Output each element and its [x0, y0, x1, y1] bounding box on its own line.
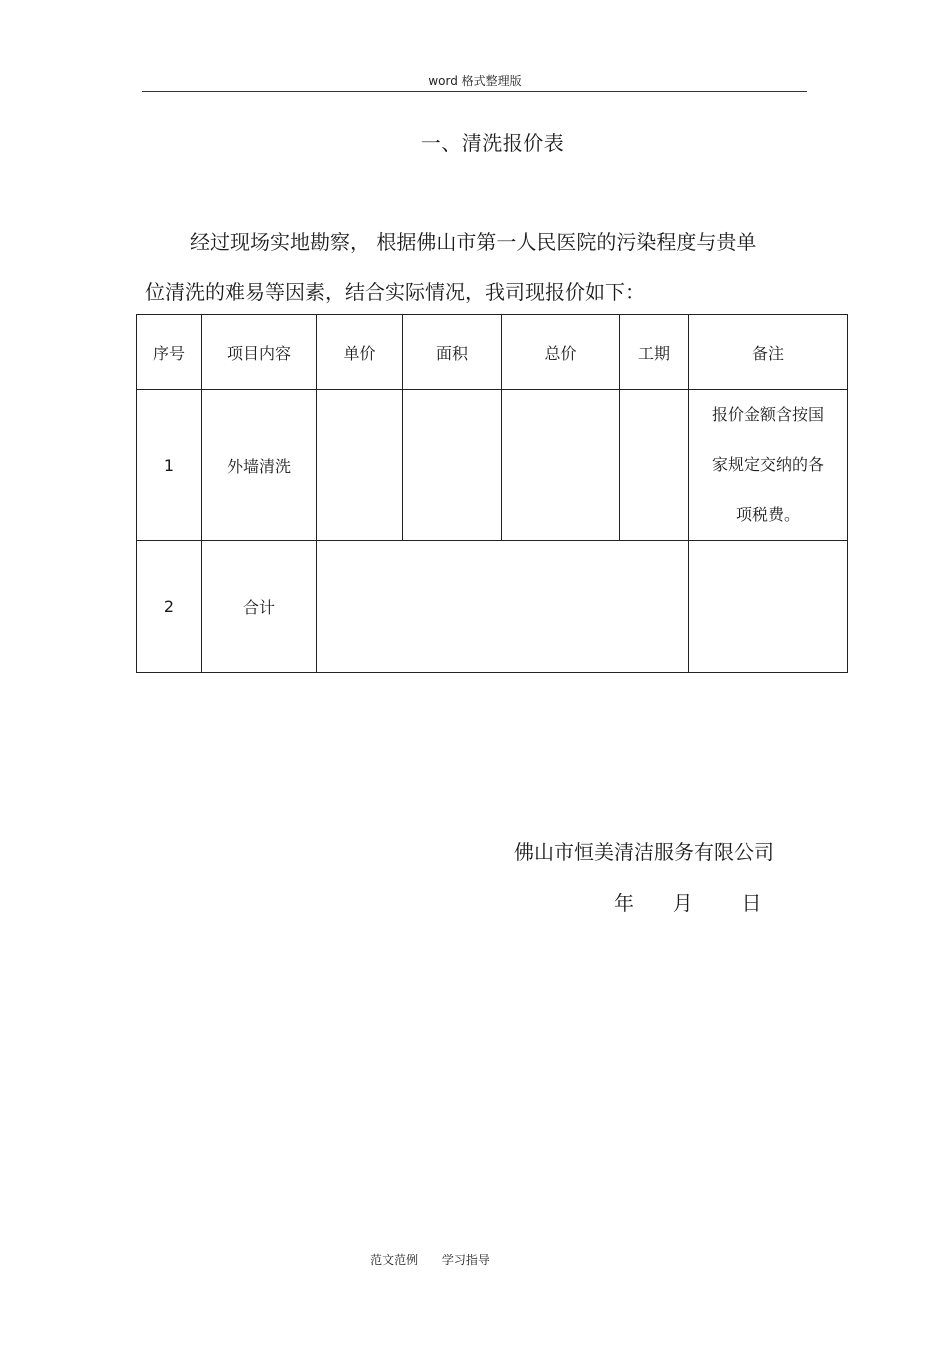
header-item: 项目内容: [202, 315, 317, 390]
signature-date: [614, 887, 761, 916]
header-unit-price: 单价: [317, 315, 403, 390]
row2-item: 合计: [202, 541, 317, 673]
table-row: [137, 390, 848, 541]
page-footer: [0, 1251, 860, 1268]
quote-table: [136, 314, 848, 673]
remarks-line-1: 报价金额含按国: [711, 405, 824, 424]
row2-no: 2: [137, 541, 202, 673]
header-total-price: 总价: [502, 315, 620, 390]
intro-paragraph-line-1: 经过现场实地勘察， 根据佛山市第一人民医院的污染程度与贵单: [190, 230, 757, 254]
header-duration: 工期: [620, 315, 689, 390]
intro-paragraph-line-2: 位清洗的难易等因素，结合实际情况，我司现报价如下：: [145, 280, 645, 304]
footer-right-text: 学习指导: [441, 1253, 490, 1267]
header-rule: [142, 91, 807, 92]
page-header: word 格式整理版: [428, 74, 522, 88]
row1-total-price: [502, 390, 620, 541]
row2-total-value: [317, 541, 689, 673]
header-remarks: 备注: [689, 315, 848, 390]
row2-remarks: [689, 541, 848, 673]
company-name: 佛山市恒美清洁服务有限公司: [514, 840, 774, 864]
date-month: 月: [672, 891, 693, 915]
row1-area: [403, 390, 502, 541]
row1-duration: [620, 390, 689, 541]
row1-remarks: [689, 390, 848, 541]
table-row: [137, 541, 848, 673]
remarks-line-2: 家规定交纳的各: [711, 455, 824, 474]
date-day: 日: [741, 891, 762, 915]
footer-left-text: 范文范例: [370, 1253, 419, 1267]
row1-no: 1: [137, 390, 202, 541]
date-year: 年: [614, 891, 634, 915]
header-no: 序号: [137, 315, 202, 390]
row1-item: 外墙清洗: [202, 390, 317, 541]
row1-unit-price: [317, 390, 403, 541]
document-title: 一、清洗报价表: [420, 131, 565, 155]
remarks-line-3: 项税费。: [735, 505, 800, 524]
table-header-row: [137, 315, 848, 390]
header-area: 面积: [403, 315, 502, 390]
